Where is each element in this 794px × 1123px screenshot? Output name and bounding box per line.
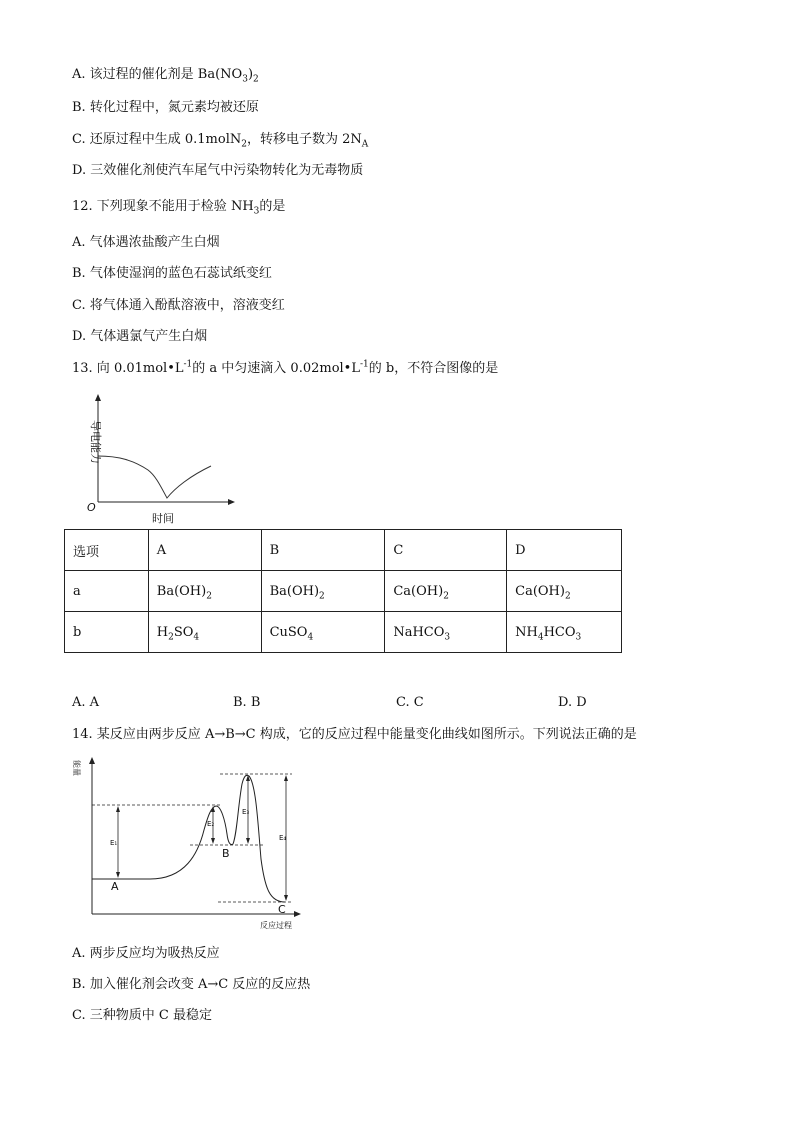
energy-diagram — [70, 754, 306, 934]
q14-option-b: B. 加入催化剂会改变 A→C 反应的反应热 — [72, 977, 311, 992]
point-b-label: B — [222, 847, 230, 860]
e1-arrowhead-bottom — [116, 872, 120, 878]
table-cell: $Ba(OH)_2$ — [148, 571, 261, 612]
q12-option-a: A. 气体遇浓盐酸产生白烟 — [72, 235, 220, 250]
q11-option-b: B. 转化过程中，氮元素均被还原 — [72, 100, 259, 115]
e4-arrowhead-top — [284, 775, 288, 781]
q14-option-c: C. 三种物质中 C 最稳定 — [72, 1008, 212, 1023]
conductivity-graph — [78, 392, 248, 526]
table-header-cell: 选项 — [65, 530, 149, 571]
q12-option-b: B. 气体使湿润的蓝色石蕊试纸变红 — [72, 266, 272, 281]
energy-y-arrow — [89, 757, 95, 764]
conductivity-y-arrow — [95, 394, 101, 401]
q13-answer-d: D. D — [558, 695, 587, 710]
energy-curve — [150, 775, 285, 902]
q14-stem: 14. 某反应由两步反应 A→B→C 构成，它的反应过程中能量变化曲线如图所示。下列说法正确的是 — [72, 727, 637, 742]
table-header-cell: A — [148, 530, 261, 571]
table-cell: NaHCO$_3$ — [385, 612, 507, 653]
conductivity-x-arrow — [228, 499, 235, 505]
table-cell: $Ba(OH)_2$ — [261, 571, 385, 612]
e2-arrowhead-bottom — [211, 838, 215, 844]
table-cell: $H_2SO_4$ — [148, 612, 261, 653]
point-c-label: C — [278, 903, 286, 916]
e4-arrowhead-bottom — [284, 895, 288, 901]
table-header-cell: B — [261, 530, 385, 571]
q11-option-c: C. 还原过程中生成 0.1molN$_2$，转移电子数为 $2N_A$ — [72, 132, 369, 150]
conductivity-y-label: 导电能力 — [89, 420, 102, 464]
table-row-b — [65, 612, 622, 653]
q12-stem: 12. 下列现象不能用于检验 $NH_3$的是 — [72, 199, 286, 217]
q12-option-c: C. 将气体通入酚酞溶液中，溶液变红 — [72, 298, 285, 313]
conductivity-origin-label: O — [87, 501, 96, 514]
point-a-label: A — [111, 880, 119, 893]
table-cell: $Ca(OH)_2$ — [385, 571, 507, 612]
q13-stem: 13. 向 $0.01mol•L^{-1}$的 a 中匀速滴入 $0.02mol•L^{-1}$的 b，不符合图像的是 — [72, 359, 499, 376]
table-cell: $NH_4HCO_3$ — [507, 612, 622, 653]
table-header-row — [65, 530, 622, 571]
q13-options-table — [64, 529, 622, 653]
table-row-label: a — [65, 571, 149, 612]
table-row-label: b — [65, 612, 149, 653]
e3-label: E₃ — [242, 808, 250, 816]
table-row-a — [65, 571, 622, 612]
q13-answer-a: A. A — [72, 695, 100, 710]
q13-answer-b: B. B — [233, 695, 261, 710]
q14-option-a: A. 两步反应均为吸热反应 — [72, 946, 220, 961]
q13-answer-c: C. C — [396, 695, 424, 710]
energy-x-label: 反应过程 — [260, 921, 292, 930]
table-header-cell: C — [385, 530, 507, 571]
table-header-cell: D — [507, 530, 622, 571]
e1-arrowhead-top — [116, 806, 120, 812]
energy-x-arrow — [294, 911, 301, 917]
energy-y-label: 能量 — [72, 760, 81, 776]
e4-label: E₄ — [279, 834, 287, 842]
table-cell: $Ca(OH)_2$ — [507, 571, 622, 612]
q11-option-d: D. 三效催化剂使汽车尾气中污染物转化为无毒物质 — [72, 163, 364, 178]
conductivity-curve — [98, 456, 211, 498]
e3-arrowhead-bottom — [246, 838, 250, 844]
q11-option-a: A. 该过程的催化剂是 $Ba(NO_3)_2$ — [72, 67, 259, 85]
e2-label: E₂ — [207, 820, 215, 828]
table-cell: CuSO$_4$ — [261, 612, 385, 653]
q12-option-d: D. 气体遇氯气产生白烟 — [72, 329, 208, 344]
e1-label: E₁ — [110, 839, 118, 847]
conductivity-x-label: 时间 — [152, 512, 174, 525]
